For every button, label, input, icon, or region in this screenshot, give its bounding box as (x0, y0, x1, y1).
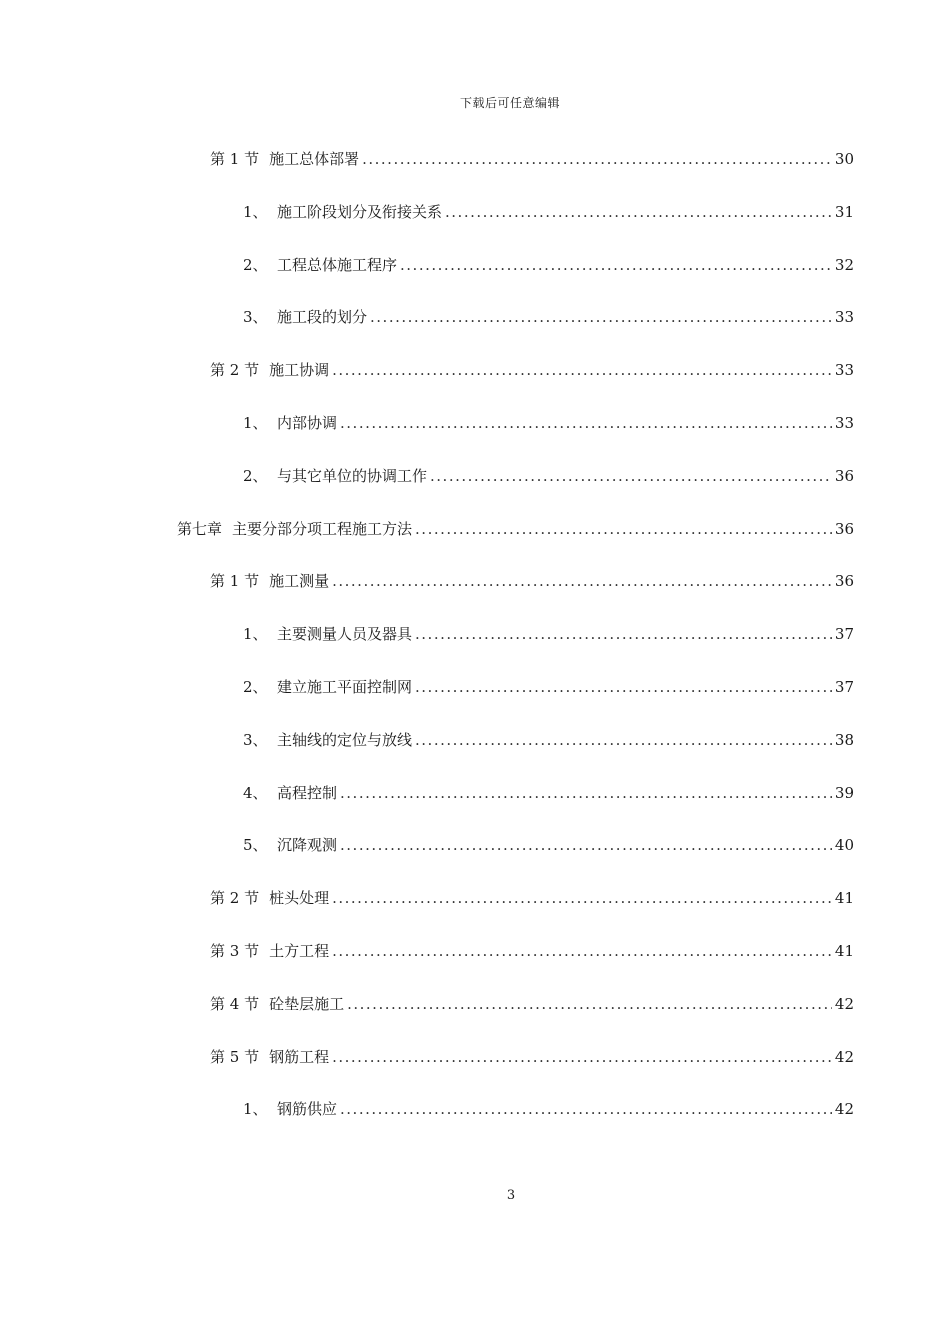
page-number: 3 (506, 1188, 516, 1203)
toc-leader-dots (370, 304, 832, 330)
toc-entry[interactable] (210, 357, 854, 383)
toc-entry-number: 2、 (243, 466, 268, 485)
toc-entry-number: 第七章 (177, 519, 223, 538)
toc-leader-dots (347, 991, 832, 1017)
toc-entry-title: 施工总体部署 (269, 150, 360, 168)
toc-entry-title: 钢筋工程 (269, 1047, 330, 1066)
toc-entry-title: 施工测量 (269, 572, 330, 591)
toc-leader-dots (340, 410, 832, 436)
toc-entry-title: 建立施工平面控制网 (277, 678, 413, 696)
toc-entry[interactable] (243, 252, 854, 278)
toc-entry-number: 4、 (243, 783, 268, 802)
toc-leader-dots (400, 252, 832, 278)
toc-entry[interactable] (243, 1096, 854, 1122)
toc-leader-dots (340, 780, 832, 806)
toc-entry[interactable] (243, 304, 854, 330)
toc-entry[interactable] (210, 885, 854, 911)
toc-entry[interactable] (210, 146, 854, 172)
toc-entry-number: 5、 (243, 836, 268, 855)
toc-entry[interactable] (243, 410, 854, 436)
toc-entry-number: 1、 (243, 414, 268, 432)
toc-entry[interactable] (243, 727, 854, 753)
toc-entry-page: 33 (834, 308, 854, 327)
toc-leader-dots (362, 146, 832, 172)
toc-entry-page: 36 (834, 572, 854, 591)
toc-entry-page: 40 (834, 836, 854, 855)
toc-entry-number: 2、 (243, 678, 268, 696)
toc-entry-page: 37 (834, 678, 854, 696)
toc-entry[interactable] (243, 199, 854, 225)
toc-entry[interactable] (210, 991, 854, 1017)
toc-entry-title: 施工协调 (269, 361, 330, 380)
toc-entry-title: 工程总体施工程序 (277, 255, 398, 274)
toc-entry-title: 主要分部分项工程施工方法 (232, 519, 413, 538)
toc-entry[interactable] (243, 463, 854, 489)
toc-entry-page: 32 (834, 255, 854, 274)
toc-entry-page: 31 (834, 202, 854, 221)
toc-leader-dots (332, 938, 832, 964)
toc-entry[interactable] (210, 568, 854, 594)
toc-entry-page: 42 (834, 1100, 854, 1119)
toc-leader-dots (340, 1096, 832, 1122)
toc-entry-title: 施工段的划分 (277, 308, 368, 327)
toc-entry-title: 桩头处理 (269, 889, 330, 908)
toc-leader-dots (332, 1044, 832, 1070)
toc-entry-title: 施工阶段划分及衔接关系 (277, 202, 443, 221)
toc-leader-dots (415, 516, 832, 542)
toc-entry[interactable] (177, 516, 854, 542)
toc-leader-dots (430, 463, 832, 489)
toc-entry-page: 36 (834, 519, 854, 538)
toc-entry[interactable] (243, 780, 854, 806)
toc-entry-title: 内部协调 (277, 414, 338, 432)
toc-entry-title: 主轴线的定位与放线 (277, 730, 413, 749)
toc-entry-number: 1、 (243, 1100, 268, 1119)
toc-entry-title: 钢筋供应 (277, 1100, 338, 1119)
toc-entry-page: 33 (834, 361, 854, 380)
toc-entry-number: 第 3 节 (210, 942, 260, 960)
toc-entry[interactable] (243, 674, 854, 700)
toc-entry-page: 33 (834, 414, 854, 432)
toc-entry-number: 3、 (243, 730, 268, 749)
toc-entry-page: 41 (834, 889, 854, 908)
toc-entry-page: 41 (834, 942, 854, 960)
toc-entry-number: 1、 (243, 625, 268, 644)
toc-leader-dots (415, 674, 832, 700)
toc-entry-number: 第 5 节 (210, 1047, 260, 1066)
toc-entry-number: 第 1 节 (210, 150, 260, 168)
toc-entry-number: 1、 (243, 202, 268, 221)
toc-leader-dots (332, 357, 832, 383)
toc-entry-number: 第 1 节 (210, 572, 260, 591)
toc-entry[interactable] (243, 832, 854, 858)
toc-entry-number: 2、 (243, 255, 268, 274)
toc-entry-title: 土方工程 (269, 942, 330, 960)
toc-leader-dots (445, 199, 832, 225)
toc-leader-dots (332, 568, 832, 594)
toc-entry-title: 高程控制 (277, 783, 338, 802)
toc-entry-page: 30 (834, 150, 854, 168)
toc-leader-dots (415, 621, 832, 647)
toc-entry[interactable] (210, 1044, 854, 1070)
toc-entry-number: 第 2 节 (210, 889, 260, 908)
toc-entry-page: 38 (834, 730, 854, 749)
toc-entry-number: 第 4 节 (210, 994, 260, 1013)
toc-entry-page: 42 (834, 1047, 854, 1066)
toc-entry-title: 沉降观测 (277, 836, 338, 855)
header-note: 下载后可任意编辑 (459, 96, 560, 110)
toc-entry-number: 第 2 节 (210, 361, 260, 380)
toc-entry-title: 砼垫层施工 (269, 994, 345, 1013)
toc-entry-title: 与其它单位的协调工作 (277, 466, 428, 485)
toc-leader-dots (340, 832, 832, 858)
toc-entry-number: 3、 (243, 308, 268, 327)
toc-entry-page: 39 (834, 783, 854, 802)
toc-entry[interactable] (243, 621, 854, 647)
toc-entry-page: 36 (834, 466, 854, 485)
toc-entry[interactable] (210, 938, 854, 964)
toc-entry-title: 主要测量人员及器具 (277, 625, 413, 644)
toc-leader-dots (415, 727, 832, 753)
toc-entry-page: 37 (834, 625, 854, 644)
toc-leader-dots (332, 885, 832, 911)
toc-entry-page: 42 (834, 994, 854, 1013)
